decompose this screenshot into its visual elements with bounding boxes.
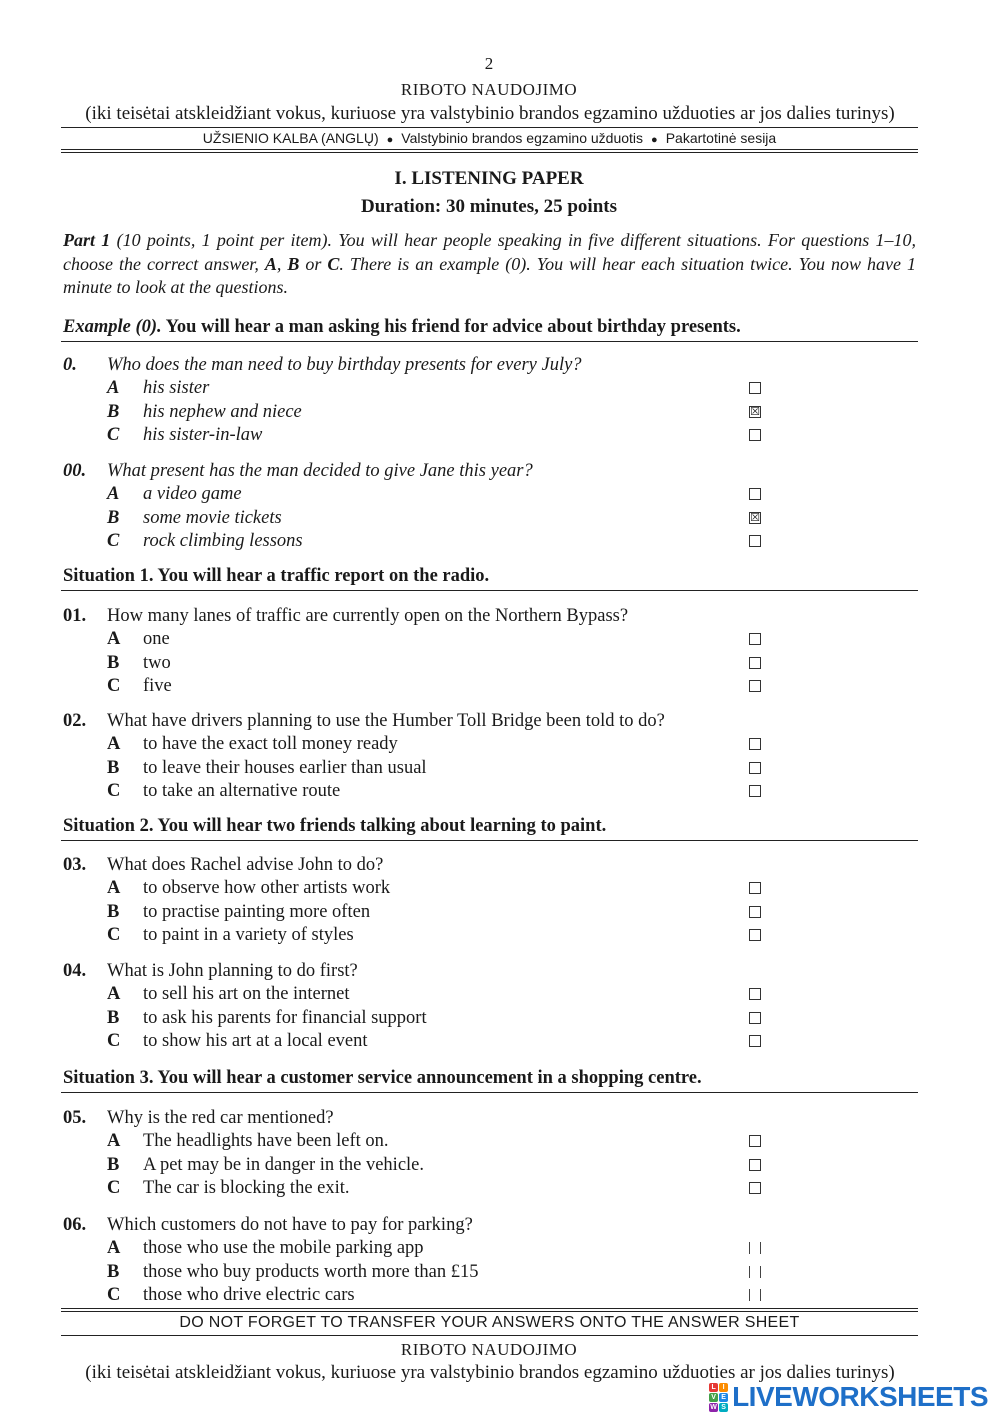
bullet-icon: ● <box>386 134 394 146</box>
option-text: to sell his art on the internet <box>143 984 350 1005</box>
answer-option <box>63 507 923 530</box>
answer-checkbox[interactable] <box>749 988 761 1000</box>
option-text: The car is blocking the exit. <box>143 1177 350 1198</box>
section-rule <box>61 341 918 342</box>
option-text: to have the exact toll money ready <box>143 734 398 755</box>
option-letter: C <box>107 1030 121 1051</box>
answer-checkbox[interactable] <box>749 1135 761 1147</box>
answer-option <box>63 1130 923 1153</box>
example-heading <box>63 317 918 338</box>
answer-checkbox[interactable] <box>749 1159 761 1171</box>
answer-option <box>63 628 923 651</box>
option-letter: C <box>107 1177 121 1198</box>
answer-checkbox[interactable] <box>749 785 761 797</box>
page-number: 2 <box>484 54 494 73</box>
answer-option <box>63 1154 923 1177</box>
option-text: those who use the mobile parking app <box>143 1238 424 1259</box>
option-text: some movie tickets <box>143 507 282 528</box>
option-text: to ask his parents for financial support <box>143 1007 427 1028</box>
option-letter: A <box>107 878 121 899</box>
situation-heading <box>63 816 918 837</box>
section-rule <box>61 840 918 841</box>
option-text: to paint in a variety of styles <box>143 924 354 945</box>
question-text: What present has the man decided to give Jane this year? <box>107 461 533 481</box>
footer-restriction-note: (iki teisėtai atskleidžiant vokus, kuriuose yra valstybinio brandos egzamino užduoties ar jos dalies turinys) <box>85 1362 895 1383</box>
answer-option <box>63 1261 923 1284</box>
option-letter: C <box>327 253 340 274</box>
option-text: rock climbing lessons <box>143 530 303 551</box>
restriction-note: (iki teisėtai atskleidžiant vokus, kuriuose yra valstybinio brandos egzamino užduoties ar jos dalies turinys) <box>85 103 895 124</box>
answer-checkbox[interactable] <box>749 1035 761 1047</box>
option-text: to observe how other artists work <box>143 878 391 899</box>
answer-option <box>63 877 923 900</box>
question-text: How many lanes of traffic are currently open on the Northern Bypass? <box>107 606 629 626</box>
option-letter: B <box>107 652 120 673</box>
header-rule <box>61 152 918 153</box>
instructions-text: , <box>276 253 288 274</box>
option-letter: A <box>107 734 121 755</box>
option-letter: B <box>107 401 120 422</box>
option-text: to leave their houses earlier than usual <box>143 757 427 778</box>
option-letter: B <box>107 1154 120 1175</box>
situation-heading <box>63 566 918 587</box>
answer-option <box>63 483 923 506</box>
option-text: his nephew and niece <box>143 401 302 422</box>
question-number: 01. <box>63 606 87 626</box>
option-text: a video game <box>143 484 242 505</box>
question-number: 0. <box>63 355 77 375</box>
answer-checkbox[interactable] <box>749 1266 761 1278</box>
option-letter: A <box>107 378 120 399</box>
answer-option <box>63 983 923 1006</box>
question-text: What does Rachel advise John to do? <box>107 855 384 875</box>
answer-option <box>63 924 923 947</box>
option-letter: A <box>107 629 121 650</box>
question-block <box>63 1214 923 1307</box>
option-letter: A <box>107 1238 121 1259</box>
option-letter: C <box>107 780 121 801</box>
option-text: to practise painting more often <box>143 901 371 922</box>
answer-checkbox[interactable] <box>749 633 761 645</box>
situation-text: You will hear a customer service announcement in a shopping centre. <box>153 1068 702 1088</box>
option-letter: B <box>107 1261 120 1282</box>
option-letter: B <box>107 507 120 528</box>
option-text: those who drive electric cars <box>143 1284 355 1305</box>
answer-checkbox[interactable] <box>749 738 761 750</box>
question-block <box>63 354 923 447</box>
footer-rule <box>61 1335 918 1336</box>
answer-option <box>63 901 923 924</box>
option-letter: A <box>107 1131 121 1152</box>
logo-tile: S <box>719 1403 728 1412</box>
question-number: 02. <box>63 711 87 731</box>
answer-option <box>63 1177 923 1200</box>
option-text: to show his art at a local event <box>143 1030 368 1051</box>
option-letter: B <box>107 757 120 778</box>
answer-checkbox[interactable] <box>749 1182 761 1194</box>
exam-subheader <box>61 130 918 146</box>
answer-option <box>63 652 923 675</box>
option-letter: A <box>264 253 277 274</box>
header-rule <box>61 149 918 150</box>
answer-option <box>63 733 923 756</box>
question-block <box>63 605 923 698</box>
option-letter: B <box>107 1007 120 1028</box>
footer-restriction-title: RIBOTO NAUDOJIMO <box>400 1340 578 1359</box>
question-number: 05. <box>63 1108 87 1128</box>
footer-rule <box>61 1308 918 1309</box>
question-block <box>63 460 923 553</box>
question-text: What have drivers planning to use the Humber Toll Bridge been told to do? <box>107 711 665 731</box>
answer-checkbox[interactable] <box>749 382 761 394</box>
paper-title: I. LISTENING PAPER <box>394 168 584 189</box>
situation-label: Situation 1 <box>63 566 149 586</box>
question-number: 06. <box>63 1215 87 1235</box>
answer-option <box>63 675 923 698</box>
answer-checkbox[interactable] <box>749 429 761 441</box>
option-text: two <box>143 652 171 673</box>
answer-option <box>63 424 923 447</box>
instructions-text: or <box>299 253 328 274</box>
question-text: What is John planning to do first? <box>107 961 358 981</box>
answer-option <box>63 1007 923 1030</box>
subject-label: UŽSIENIO KALBA (ANGLŲ) <box>202 130 379 146</box>
question-block <box>63 1107 923 1200</box>
option-letter: C <box>107 530 120 551</box>
question-number: 04. <box>63 961 87 981</box>
option-text: one <box>143 629 170 650</box>
option-letter: B <box>107 901 120 922</box>
session-label: Pakartotinė sesija <box>665 130 777 146</box>
logo-tile: V <box>709 1393 718 1402</box>
exam-type-label: Valstybinio brandos egzamino užduotis <box>401 130 644 146</box>
option-letter: B <box>287 253 300 274</box>
answer-checkbox[interactable] <box>749 535 761 547</box>
question-text: Why is the red car mentioned? <box>107 1108 334 1128</box>
question-block <box>63 960 923 1053</box>
answer-checkbox[interactable] <box>749 762 761 774</box>
question-number: 00. <box>63 461 87 481</box>
option-text: those who buy products worth more than £15 <box>143 1261 479 1282</box>
option-text: The headlights have been left on. <box>143 1131 389 1152</box>
header-rule <box>61 127 918 128</box>
situation-heading <box>63 1068 918 1089</box>
option-letter: C <box>107 675 121 696</box>
option-letter: C <box>107 924 121 945</box>
option-text: to take an alternative route <box>143 780 341 801</box>
section-rule <box>61 590 918 591</box>
liveworksheets-logo-icon <box>709 1383 728 1412</box>
answer-option <box>63 1237 923 1260</box>
part-label: Part 1 <box>63 230 111 250</box>
section-rule <box>61 1092 918 1093</box>
option-letter: A <box>107 984 121 1005</box>
answer-checkbox[interactable]: ☒ <box>750 510 760 524</box>
option-letter: C <box>107 1284 121 1305</box>
answer-option <box>63 377 923 400</box>
question-block <box>63 710 923 803</box>
answer-checkbox[interactable]: ☒ <box>750 404 760 418</box>
liveworksheets-logo <box>709 1380 988 1414</box>
option-text: his sister <box>143 378 210 399</box>
example-label: Example (0). <box>63 317 162 337</box>
option-text: five <box>143 675 172 696</box>
option-letter: A <box>107 484 120 505</box>
answer-checkbox[interactable] <box>749 1242 761 1254</box>
option-text: his sister-in-law <box>143 424 263 445</box>
paper-duration: Duration: 30 minutes, 25 points <box>361 196 617 217</box>
answer-checkbox[interactable] <box>749 488 761 500</box>
answer-option <box>63 1030 923 1053</box>
answer-option <box>63 757 923 780</box>
answer-checkbox[interactable] <box>749 1289 761 1301</box>
option-letter: C <box>107 424 120 445</box>
footer-rule <box>61 1311 918 1312</box>
answer-checkbox[interactable] <box>749 680 761 692</box>
situation-label: Situation 3. <box>63 1068 154 1088</box>
answer-checkbox[interactable] <box>749 882 761 894</box>
answer-option <box>63 1284 923 1307</box>
logo-tile: L <box>709 1383 718 1392</box>
instructions-text: . There is an example (0). You will hear each situation twice. You now have 1 minute to look at the questions. <box>63 253 917 297</box>
answer-checkbox[interactable] <box>749 929 761 941</box>
logo-tile: W <box>710 1403 717 1411</box>
logo-tile: E <box>719 1393 728 1402</box>
situation-text: You will hear two friends talking about learning to paint. <box>153 816 607 836</box>
answer-checkbox[interactable] <box>749 657 761 669</box>
instructions-text: (10 points, 1 point per item). You will hear people speaking in five different situations. For questions 1–10, choose the correct answer, <box>63 230 916 274</box>
question-text: Which customers do not have to pay for parking? <box>107 1215 473 1235</box>
part-instructions <box>63 229 916 300</box>
restriction-title: RIBOTO NAUDOJIMO <box>400 80 578 99</box>
logo-tile: I <box>719 1383 728 1392</box>
question-number: 03. <box>63 855 87 875</box>
transfer-reminder: DO NOT FORGET TO TRANSFER YOUR ANSWERS ONTO THE ANSWER SHEET <box>179 1314 800 1331</box>
question-block <box>63 854 923 947</box>
answer-option <box>63 530 923 553</box>
situation-label: Situation 2. <box>63 816 154 836</box>
answer-checkbox[interactable] <box>749 1012 761 1024</box>
bullet-icon: ● <box>651 134 658 146</box>
liveworksheets-logo-text: LIVEWORKSHEETS <box>732 1381 988 1412</box>
question-text: Who does the man need to buy birthday presents for every July? <box>107 355 582 375</box>
answer-checkbox[interactable] <box>749 906 761 918</box>
option-text: A pet may be in danger in the vehicle. <box>143 1154 425 1175</box>
situation-text: . You will hear a traffic report on the radio. <box>148 566 490 586</box>
answer-option <box>63 780 923 803</box>
answer-option <box>63 401 923 424</box>
example-text: You will hear a man asking his friend for advice about birthday presents. <box>161 317 741 337</box>
